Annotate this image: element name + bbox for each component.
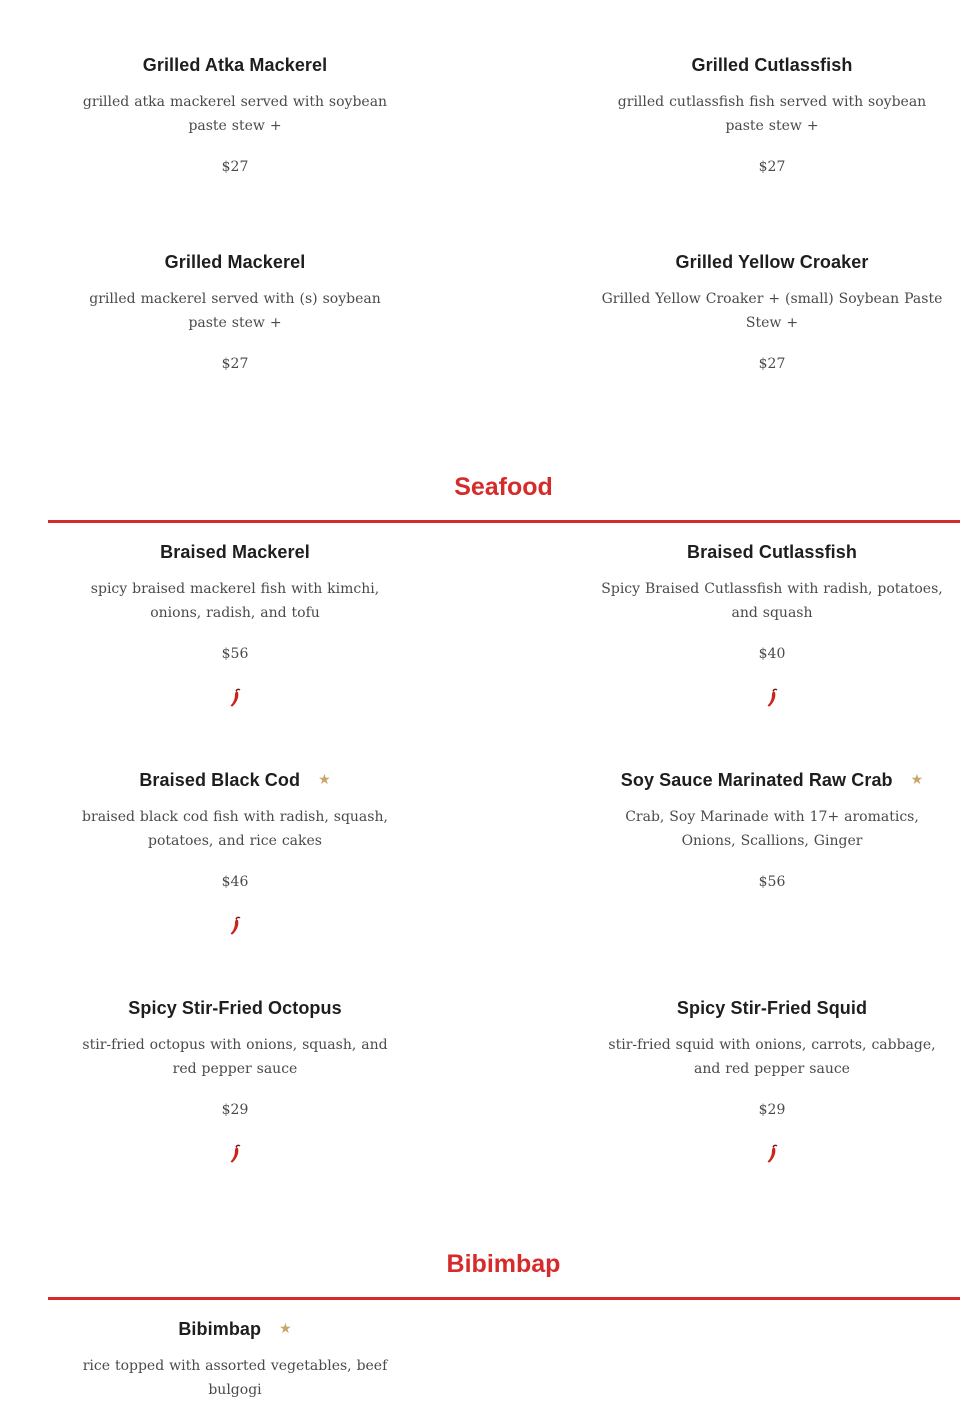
item-price: $29 <box>758 1102 786 1118</box>
item-price: $40 <box>758 646 786 662</box>
chili-pepper-icon <box>46 1144 424 1166</box>
section-divider <box>48 520 960 523</box>
item-description: Crab, Soy Marinade with 17+ aromatics, Onions, Scallions, Ginger <box>625 809 919 849</box>
item-description: Spicy Braised Cutlassfish with radish, potatoes, and squash <box>601 581 943 621</box>
menu-item <box>583 540 961 710</box>
item-price: $27 <box>758 159 786 175</box>
item-price: $29 <box>221 1102 249 1118</box>
section-divider <box>48 1297 960 1300</box>
item-description: grilled atka mackerel served with soybean paste stew + <box>82 94 388 134</box>
item-name: Spicy Stir-Fried Octopus <box>128 997 342 1018</box>
item-description: grilled cutlassfish fish served with soybean paste stew + <box>617 94 927 134</box>
chili-pepper-icon <box>583 1144 961 1166</box>
chili-pepper-icon <box>46 916 424 938</box>
item-name: Bibimbap <box>178 1318 262 1339</box>
item-name: Braised Cutlassfish <box>687 541 857 562</box>
item-description: rice topped with assorted vegetables, beef bulgogi <box>82 1358 388 1398</box>
item-description: spicy braised mackerel fish with kimchi, onions, radish, and tofu <box>90 581 380 621</box>
item-name: Braised Mackerel <box>160 541 310 562</box>
item-name: Grilled Cutlassfish <box>691 54 853 75</box>
item-price: $56 <box>221 646 249 662</box>
item-name: Spicy Stir-Fried Squid <box>676 997 868 1018</box>
item-name: Soy Sauce Marinated Raw Crab <box>620 769 893 790</box>
chili-pepper-icon <box>583 688 961 710</box>
menu-item <box>46 996 424 1166</box>
item-description: braised black cod fish with radish, squash, potatoes, and rice cakes <box>82 809 388 849</box>
item-description: stir-fried octopus with onions, squash, and red pepper sauce <box>82 1037 388 1077</box>
section-title-bibimbap: Bibimbap <box>446 1250 561 1278</box>
chili-pepper-icon <box>46 688 424 710</box>
menu-item <box>583 53 961 179</box>
item-price: $56 <box>758 874 786 890</box>
section-title-seafood: Seafood <box>454 473 553 501</box>
item-price: $46 <box>221 874 249 890</box>
item-price: $27 <box>758 356 786 372</box>
star-icon: ★ <box>318 772 331 788</box>
menu-item <box>46 768 424 938</box>
menu-item <box>583 768 961 894</box>
item-description: stir-fried squid with onions, carrots, cabbage, and red pepper sauce <box>608 1037 936 1077</box>
star-icon: ★ <box>910 772 924 788</box>
star-icon: ★ <box>279 1321 292 1337</box>
item-description: Grilled Yellow Croaker + (small) Soybean Paste Stew + <box>601 291 943 331</box>
item-price: $27 <box>221 159 249 175</box>
menu-item <box>583 250 961 376</box>
item-price: $27 <box>221 356 249 372</box>
item-name: Braised Black Cod <box>139 769 301 790</box>
menu-item <box>583 996 961 1166</box>
item-name: Grilled Yellow Croaker <box>675 251 869 272</box>
item-description: grilled mackerel served with (s) soybean paste stew + <box>89 291 381 331</box>
menu-item <box>46 53 424 179</box>
menu-item <box>46 540 424 710</box>
menu-item <box>46 250 424 376</box>
menu-item <box>46 1317 424 1402</box>
item-name: Grilled Atka Mackerel <box>142 54 328 75</box>
item-name: Grilled Mackerel <box>164 251 306 272</box>
